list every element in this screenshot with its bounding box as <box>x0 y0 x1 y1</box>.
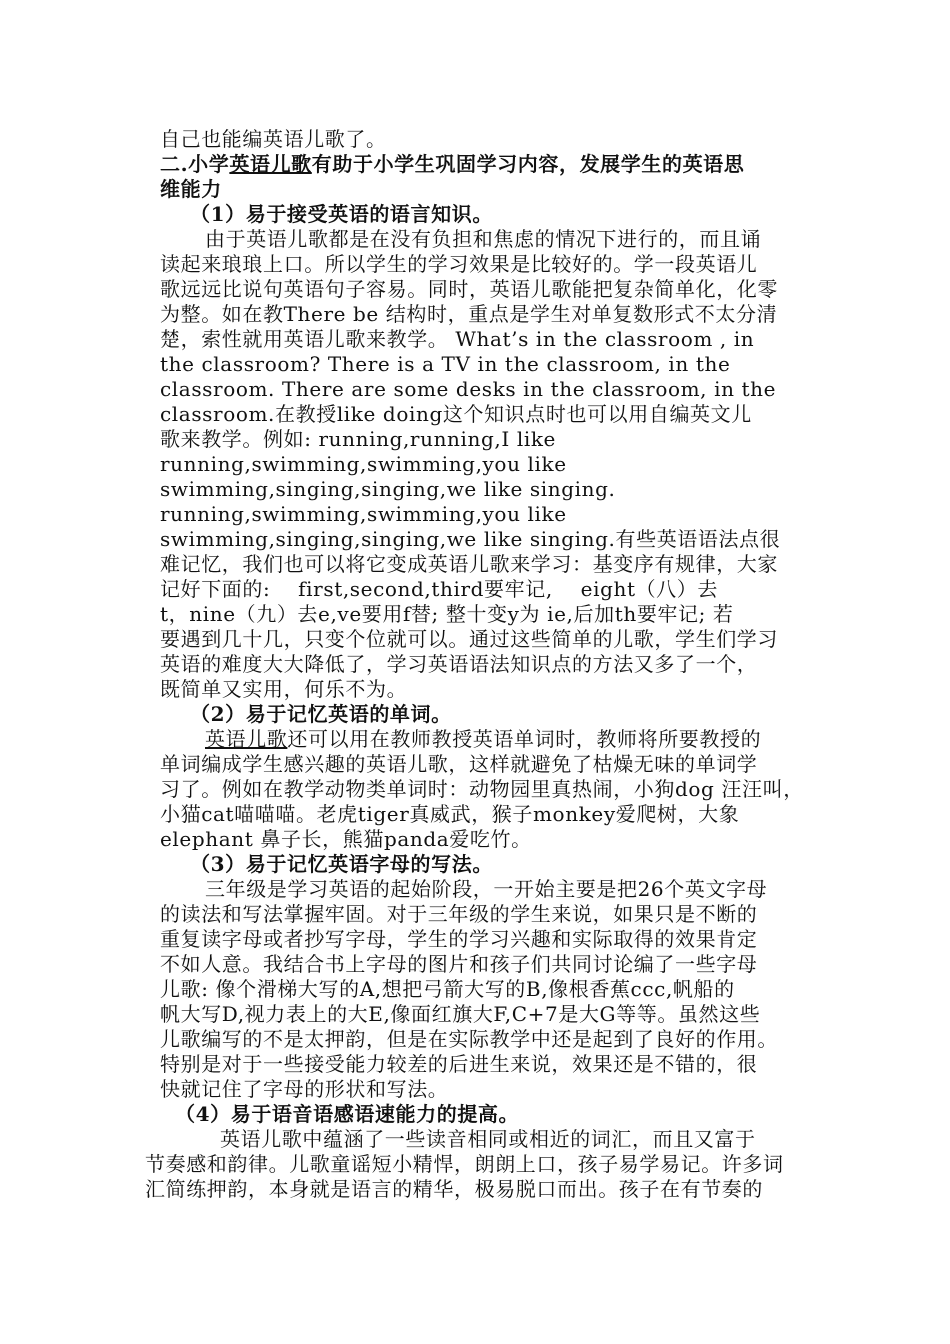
paragraph-line: 既简单又实用，何乐不为。 <box>160 677 408 701</box>
paragraph-line: 小猫cat喵喵喵。老虎tiger真威武，猴子monkey爱爬树，大象 <box>160 802 740 826</box>
paragraph-line: 记好下面的: first,second,third要牢记, eight（八）去 <box>160 577 718 601</box>
paragraph-line <box>205 727 761 751</box>
paragraph-line: 的读法和写法掌握牢固。对于三年级的学生来说，如果只是不断的 <box>160 902 758 926</box>
paragraph-line: 难记忆，我们也可以将它变成英语儿歌来学习：基变序有规律，大家 <box>160 552 778 576</box>
paragraph-line: t，nine（九）去e,ve要用f替; 整十变y为 ie,后加th要牢记; 若 <box>160 602 734 626</box>
paragraph-line: 习了。例如在教学动物类单词时：动物园里真热闹，小狗dog 汪汪叫， <box>160 777 804 801</box>
section-heading <box>160 152 744 176</box>
paragraph-line: 节奏感和韵律。儿歌童谣短小精悍，朗朗上口，孩子易学易记。许多词 <box>145 1152 784 1176</box>
paragraph-line: 为整。如在教There be 结构时，重点是学生对单复数形式不太分清 <box>160 302 778 326</box>
paragraph-line: the classroom? There is a TV in the classroom, in the <box>160 352 731 376</box>
paragraph-line: 重复读字母或者抄写字母，学生的学习兴趣和实际取得的效果肯定 <box>160 927 758 951</box>
paragraph-line: 英语的难度大大降低了，学习英语语法知识点的方法又多了一个， <box>160 652 758 676</box>
paragraph-line: elephant 鼻子长，熊猫panda爱吃竹。 <box>160 827 532 851</box>
subsection-heading-4: （4）易于语音语感语速能力的提高。 <box>175 1102 520 1126</box>
paragraph-line: 帆大写D,视力表上的大E,像面红旗大F,C+7是大G等等。虽然这些 <box>160 1002 761 1026</box>
section-heading-continued: 维能力 <box>160 177 222 201</box>
paragraph-line: 歌来教学。例如: running,running,I like <box>160 427 556 451</box>
paragraph-line: classroom. There are some desks in the classroom, in the <box>160 377 777 401</box>
subsection-heading-2: （2）易于记忆英语的单词。 <box>190 702 452 726</box>
paragraph-line: running,swimming,swimming,you like <box>160 452 567 476</box>
hyperlink-text[interactable]: 英语儿歌 <box>205 727 288 751</box>
subsection-heading-1: （1）易于接受英语的语言知识。 <box>190 202 493 226</box>
paragraph-line: 英语儿歌中蕴涵了一些读音相同或相近的词汇，而且又富于 <box>220 1127 756 1151</box>
paragraph-line: 要遇到几十几，只变个位就可以。通过这些简单的儿歌，学生们学习 <box>160 627 778 651</box>
paragraph-line: classroom.在教授like doing这个知识点时也可以用自编英文儿 <box>160 402 752 426</box>
paragraph-line: 楚，索性就用英语儿歌来教学。 What’s in the classroom , in <box>160 327 755 351</box>
paragraph-line: 特别是对于一些接受能力较差的后进生来说，效果还是不错的，很 <box>160 1052 758 1076</box>
paragraph-text: 还可以用在教师教授英语单词时，教师将所要教授的 <box>287 727 762 751</box>
paragraph-line: swimming,singing,singing,we like singing. <box>160 477 616 501</box>
paragraph-line: 单词编成学生感兴趣的英语儿歌，这样就避免了枯燥无味的单词学 <box>160 752 758 776</box>
paragraph-line: 自己也能编英语儿歌了。 <box>160 127 387 151</box>
heading-text: 二.小学 <box>160 152 230 176</box>
paragraph-line: swimming,singing,singing,we like singing.有些英语语法点很 <box>160 527 781 551</box>
paragraph-line: 读起来琅琅上口。所以学生的学习效果是比较好的。学一段英语儿 <box>160 252 758 276</box>
subsection-heading-3: （3）易于记忆英语字母的写法。 <box>190 852 493 876</box>
paragraph-line: 三年级是学习英语的起始阶段，一开始主要是把26个英文字母 <box>205 877 768 901</box>
paragraph-line: 快就记住了字母的形状和写法。 <box>160 1077 449 1101</box>
heading-text: 有助于小学生巩固学习内容，发展学生的英语思 <box>311 152 745 176</box>
paragraph-line: 由于英语儿歌都是在没有负担和焦虑的情况下进行的，而且诵 <box>205 227 762 251</box>
hyperlink-text[interactable]: 英语儿歌 <box>229 152 312 176</box>
paragraph-line: 儿歌: 像个滑梯大写的A,想把弓箭大写的B,像根香蕉ccc,帆船的 <box>160 977 735 1001</box>
paragraph-line: running,swimming,swimming,you like <box>160 502 567 526</box>
paragraph-line: 歌远远比说句英语句子容易。同时，英语儿歌能把复杂简单化，化零 <box>160 277 778 301</box>
paragraph-line: 儿歌编写的不是太押韵，但是在实际教学中还是起到了良好的作用。 <box>160 1027 778 1051</box>
paragraph-line: 不如人意。我结合书上字母的图片和孩子们共同讨论编了一些字母 <box>160 952 758 976</box>
paragraph-line: 汇简练押韵，本身就是语言的精华，极易脱口而出。孩子在有节奏的 <box>145 1177 763 1201</box>
